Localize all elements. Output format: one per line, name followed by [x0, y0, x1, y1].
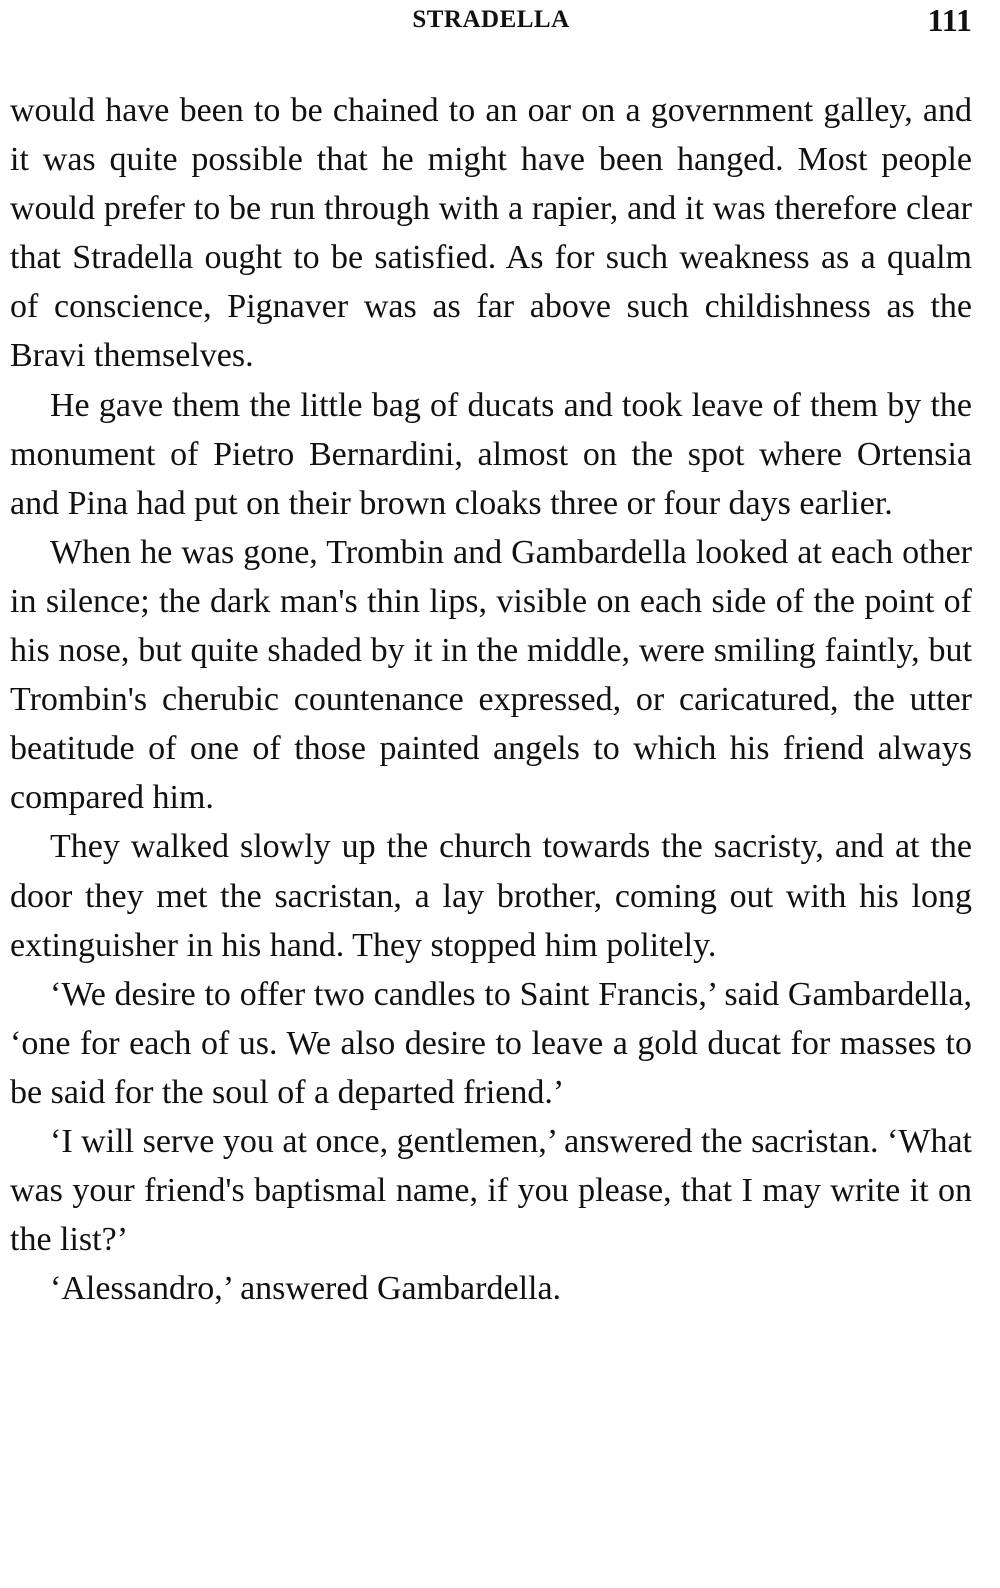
paragraph-5: ‘We desire to offer two candles to Saint Francis,’ said Gambardella, ‘one for each of us. We also desire to leave a gold ducat for masses to be said for the soul of a departed friend.’ — [10, 975, 972, 1111]
paragraph-2: He gave them the little bag of ducats and took leave of them by the monument of Pietro Bernardini, almost on the spot where Ortensia and Pina had put on their brown cloaks three or four days earlier. — [10, 386, 972, 522]
running-head: STRADELLA — [412, 6, 570, 33]
body-text — [10, 86, 972, 1313]
paragraph-7: ‘Alessandro,’ answered Gambardella. — [50, 1270, 562, 1308]
paragraph-6: ‘I will serve you at once, gentlemen,’ answered the sacristan. ‘What was your friend's baptismal name, if you please, that I may write it on the list?’ — [10, 1122, 972, 1259]
page-number: 111 — [927, 2, 972, 38]
book-page — [10, 0, 972, 1588]
page-header — [10, 0, 972, 50]
paragraph-4: They walked slowly up the church towards the sacristy, and at the door they met the sacristan, a lay brother, coming out with his long extinguisher in his hand. They stopped him politely. — [10, 828, 972, 964]
paragraph-1: would have been to be chained to an oar on a government galley, and it was quite possible that he might have been hanged. Most people would prefer to be run through with a rapier, and it was therefore clear that Stradella ought to be satisfied. As for such weakness as a qualm of conscience, Pignaver was as far above such childishness as the Bravi themselves. — [10, 92, 972, 375]
paragraph-3: When he was gone, Trombin and Gambardella looked at each other in silence; the dark man's thin lips, visible on each side of the point of his nose, but quite shaded by it in the middle, were smiling faintly, but Trombin's cherubic countenance expressed, or caricatured, the utter beatitude of one of those painted angels to which his friend always compared him. — [10, 533, 972, 817]
